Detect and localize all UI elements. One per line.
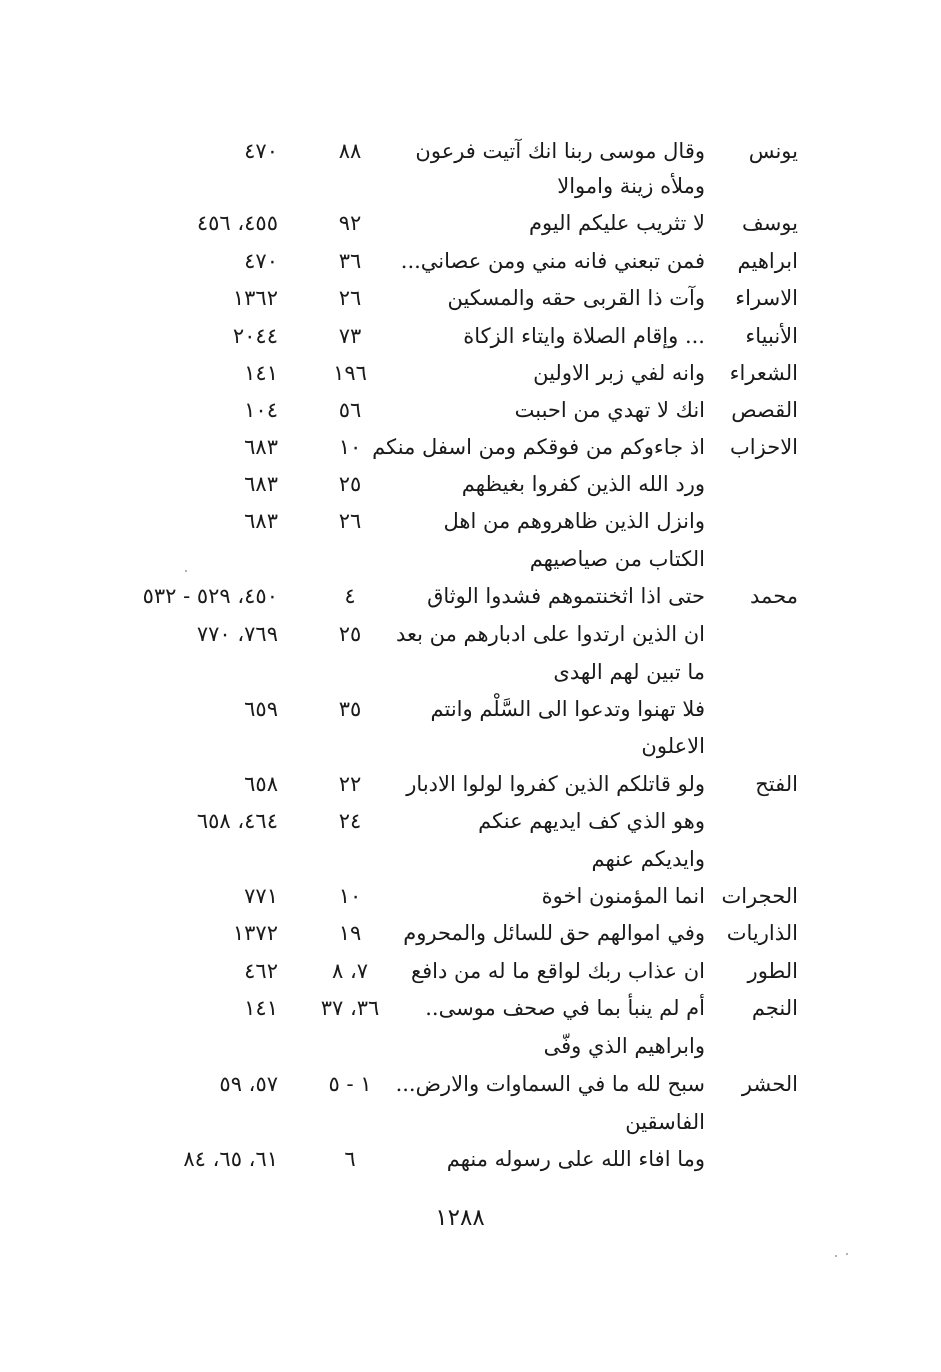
entry-surah: الحشر <box>741 1072 798 1096</box>
entry-verse: ١٠ <box>338 435 362 459</box>
index-entry <box>0 953 941 989</box>
index-entry <box>0 355 941 391</box>
entry-text: الكتاب من صياصيهم <box>529 547 705 571</box>
entry-pages: ٦٥٩ <box>244 697 278 721</box>
entry-pages: ٧٦٩، ٧٧٠ <box>196 622 278 646</box>
entry-text: اذ جاءوكم من فوقكم ومن اسفل منكم <box>372 435 705 459</box>
entry-text: وانزل الذين ظاهروهم من اهل <box>443 509 705 533</box>
entry-verse: ٢٦ <box>338 286 362 310</box>
entry-verse: ٦ <box>344 1147 356 1171</box>
entry-surah: يوسف <box>741 211 798 235</box>
index-entry <box>0 878 941 914</box>
index-entry <box>0 205 941 241</box>
entry-text: انما المؤمنون اخوة <box>541 884 705 908</box>
entry-verse <box>300 654 400 690</box>
entry-pages: ٢٠٤٤ <box>232 324 278 348</box>
entry-verse: ٢٢ <box>338 772 362 796</box>
index-entry <box>0 243 941 279</box>
entry-surah: القصص <box>731 398 798 422</box>
scan-speck <box>185 570 187 572</box>
entry-text: وقال موسى ربنا انك آتيت فرعون <box>415 139 705 163</box>
entry-text: الفاسقين <box>625 1110 705 1134</box>
entry-pages: ٦١، ٦٥، ٨٤ <box>183 1147 278 1171</box>
entry-pages: ١٣٧٢ <box>232 921 278 945</box>
index-entry <box>0 616 941 652</box>
index-entry <box>0 990 941 1026</box>
entry-verse: ٢٤ <box>338 809 362 833</box>
index-entry <box>0 1104 941 1140</box>
entry-verse: ٣٦ <box>338 249 362 273</box>
entry-pages: ١٤١ <box>244 996 278 1020</box>
entry-text: وفي اموالهم حق للسائل والمحروم <box>403 921 705 945</box>
entry-surah: الشعراء <box>729 361 798 385</box>
entry-text: الاعلون <box>641 734 705 758</box>
entry-verse: ٣٥ <box>338 697 362 721</box>
entry-surah: الاسراء <box>735 286 798 310</box>
entry-text: ان عذاب ربك لواقع ما له من دافع <box>410 959 705 983</box>
entry-text: لا تثريب عليكم اليوم <box>528 211 705 235</box>
entry-surah: الذاريات <box>726 921 798 945</box>
entry-text: أم لم ينبأ بما في صحف موسى.. <box>425 996 705 1020</box>
entry-verse: ٤ <box>344 584 356 608</box>
index-entry <box>0 1066 941 1102</box>
entry-surah: الطور <box>747 959 798 983</box>
entry-surah: الحجرات <box>721 884 798 908</box>
entry-pages: ١٤١ <box>244 361 278 385</box>
index-entry <box>0 392 941 428</box>
entry-verse: ١٩٦ <box>333 361 367 385</box>
entry-text: وهو الذي كف ايديهم عنكم <box>478 809 705 833</box>
entry-text: ما تبين لهم الهدى <box>553 660 705 684</box>
index-entry <box>0 503 941 539</box>
entry-pages: ٦٨٣ <box>244 509 278 533</box>
index-entry <box>0 429 941 465</box>
index-entry <box>0 541 941 577</box>
index-entry <box>0 803 941 839</box>
entry-text: فمن تبعني فانه مني ومن عصاني... <box>400 249 705 273</box>
entry-verse: ١٩ <box>338 921 362 945</box>
entry-verse <box>300 168 400 204</box>
entry-surah: الفتح <box>755 772 798 796</box>
index-entry <box>0 766 941 802</box>
entry-text: ... وإقام الصلاة وايتاء الزكاة <box>463 324 705 348</box>
index-entry <box>0 168 941 204</box>
index-entry <box>0 691 941 727</box>
index-entry <box>0 728 941 764</box>
index-entry <box>0 654 941 690</box>
entry-text: وابراهيم الذي وفّى <box>543 1034 705 1058</box>
index-entry <box>0 578 941 614</box>
entry-surah: الأنبياء <box>745 324 798 348</box>
index-entry <box>0 280 941 316</box>
entry-pages: ٤٥٠، ٥٢٩ - ٥٣٢ <box>142 584 278 608</box>
index-entry <box>0 1028 941 1064</box>
scan-speck <box>835 1255 837 1257</box>
entry-text: وآت ذا القربى حقه والمسكين <box>447 286 705 310</box>
entry-verse <box>300 728 400 764</box>
entry-pages: ٦٥٨ <box>244 772 278 796</box>
entry-surah: محمد <box>750 584 798 608</box>
index-entry <box>0 915 941 951</box>
entry-surah: الاحزاب <box>730 435 798 459</box>
entry-pages: ٤٦٤، ٦٥٨ <box>196 809 278 833</box>
entry-pages: ٤٧٠ <box>244 249 278 273</box>
entry-verse: ١٠ <box>338 884 362 908</box>
entry-verse: ٧، ٨ <box>331 959 368 983</box>
entry-verse: ٢٥ <box>338 622 362 646</box>
entry-verse: ٩٢ <box>338 211 362 235</box>
entry-text: ورد الله الذين كفروا بغيظهم <box>461 472 705 496</box>
entry-text: ان الذين ارتدوا على ادبارهم من بعد <box>395 622 705 646</box>
entry-verse: ٨٨ <box>338 139 362 163</box>
index-entry <box>0 1141 941 1177</box>
entry-text: فلا تهنوا وتدعوا الى السَّلْم وانتم <box>430 697 705 721</box>
index-entry <box>0 466 941 502</box>
entry-surah: النجم <box>751 996 798 1020</box>
index-entry <box>0 133 941 169</box>
entry-verse <box>300 541 400 577</box>
entry-pages: ٤٥٥، ٤٥٦ <box>196 211 278 235</box>
entry-text: وانه لفي زبر الاولين <box>533 361 705 385</box>
entry-verse: ١ - ٥ <box>328 1072 372 1096</box>
entry-verse: ٢٦ <box>338 509 362 533</box>
entry-pages: ٤٧٠ <box>244 139 278 163</box>
entry-text: وملأه زينة واموالا <box>557 174 705 198</box>
entry-pages: ٤٦٢ <box>244 959 278 983</box>
entry-text: انك لا تهدي من احببت <box>514 398 705 422</box>
entry-text: وايديكم عنهم <box>591 847 705 871</box>
entry-verse: ٣٦، ٣٧ <box>320 996 380 1020</box>
entry-surah: ابراهيم <box>737 249 798 273</box>
entry-verse <box>300 1028 400 1064</box>
page-number: ١٢٨٨ <box>435 1205 485 1231</box>
entry-verse: ٢٥ <box>338 472 362 496</box>
entry-text: سبح لله ما في السماوات والارض... <box>395 1072 705 1096</box>
entry-surah: يونس <box>748 139 798 163</box>
index-entry <box>0 318 941 354</box>
entry-verse <box>300 841 400 877</box>
entry-pages: ١٣٦٢ <box>232 286 278 310</box>
entry-pages: ٦٨٣ <box>244 435 278 459</box>
entry-pages: ٦٨٣ <box>244 472 278 496</box>
index-entry <box>0 841 941 877</box>
entry-text: ولو قاتلكم الذين كفروا لولوا الادبار <box>406 772 705 796</box>
entry-verse <box>300 1104 400 1140</box>
entry-text: وما افاء الله على رسوله منهم <box>446 1147 705 1171</box>
entry-pages: ٥٧، ٥٩ <box>219 1072 278 1096</box>
entry-pages: ١٠٤ <box>244 398 278 422</box>
scan-speck <box>846 1253 848 1255</box>
entry-pages: ٧٧١ <box>244 884 278 908</box>
entry-verse: ٥٦ <box>338 398 362 422</box>
entry-verse: ٧٣ <box>338 324 362 348</box>
entry-text: حتى اذا اثخنتموهم فشدوا الوثاق <box>427 584 705 608</box>
